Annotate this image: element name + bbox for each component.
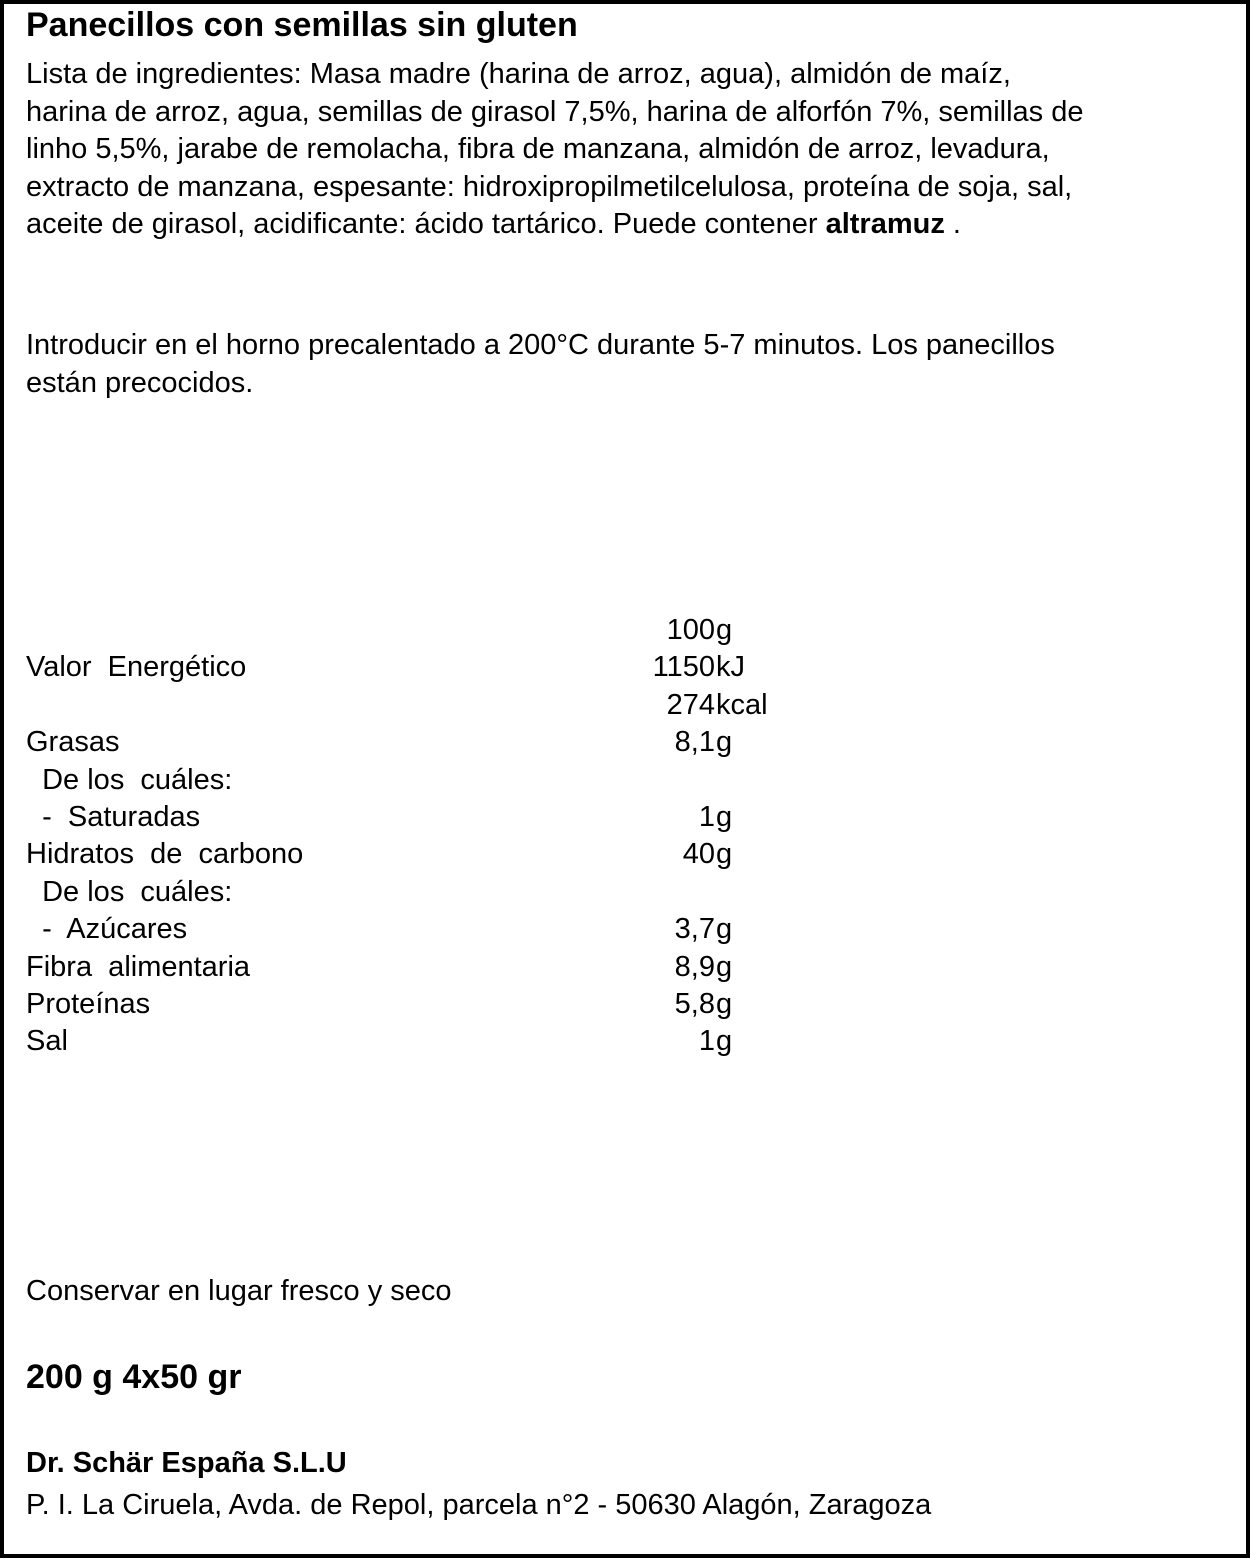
ingredients-line-last	[26, 206, 1226, 244]
instructions-line: Introducir en el horno precalentado a 200°C durante 5-7 minutos. Los panecillos	[26, 329, 1055, 361]
nutrient-value: 100	[666, 614, 715, 646]
nutrition-row	[0, 762, 1250, 799]
nutrition-row	[0, 649, 1250, 686]
nutrient-value: 3,7	[674, 913, 715, 946]
nutrient-label: De los cuáles:	[26, 875, 233, 908]
nutrient-label: Valor Energético	[26, 651, 247, 684]
nutrient-label: Hidratos de carbono	[26, 838, 304, 871]
company-address: P. I. La Ciruela, Avda. de Repol, parcela n°2 - 50630 Alagón, Zaragoza	[26, 1489, 932, 1521]
nutrient-unit: kJ	[716, 651, 745, 684]
nutrition-row	[0, 949, 1250, 986]
nutrient-value: 274	[666, 688, 715, 721]
nutrition-row	[0, 687, 1250, 724]
nutrition-row	[0, 799, 1250, 836]
instructions-line: están precocidos.	[26, 366, 254, 399]
ingredients-end: .	[944, 208, 961, 241]
nutrient-unit: g	[716, 913, 733, 946]
nutrient-label: Sal	[26, 1025, 68, 1058]
nutrition-row	[0, 612, 1250, 649]
nutrient-value: 5,8	[674, 988, 715, 1020]
ingredients-text: aceite de girasol, acidificante: ácido tartárico. Puede contener	[26, 208, 826, 241]
nutrient-value: 8,9	[674, 950, 715, 983]
allergen-text: altramuz	[825, 208, 945, 241]
nutrient-value: 1	[698, 801, 715, 833]
company-name: Dr. Schär España S.L.U	[26, 1447, 347, 1479]
nutrient-unit: g	[716, 988, 733, 1020]
nutrition-row	[0, 911, 1250, 948]
nutrition-row	[0, 724, 1250, 761]
nutrient-unit: g	[716, 614, 733, 646]
nutrient-value: 40	[682, 838, 715, 871]
nutrient-unit: kcal	[716, 688, 768, 721]
nutrient-value: 1	[698, 1025, 715, 1058]
nutrient-label: Grasas	[26, 726, 120, 759]
ingredients-line: harina de arroz, agua, semillas de girasol 7,5%, harina de alforfón 7%, semillas de	[26, 95, 1084, 128]
nutrient-label: Fibra alimentaria	[26, 950, 251, 983]
nutrition-row	[0, 874, 1250, 911]
product-title: Panecillos con semillas sin gluten	[26, 6, 578, 44]
nutrient-label: - Saturadas	[26, 801, 201, 833]
nutrient-unit: g	[716, 726, 733, 759]
storage-instructions: Conservar en lugar fresco y seco	[26, 1275, 452, 1307]
nutrient-value: 1150	[652, 651, 715, 684]
nutrient-label: - Azúcares	[26, 913, 188, 946]
nutrient-unit: g	[716, 838, 733, 871]
nutrient-label: Proteínas	[26, 988, 151, 1020]
ingredients-list	[26, 56, 1226, 244]
nutrient-value: 8,1	[674, 726, 715, 759]
nutrition-row	[0, 986, 1250, 1023]
ingredients-line: Lista de ingredientes: Masa madre (harina de arroz, agua), almidón de maíz,	[26, 58, 1011, 90]
nutrition-row	[0, 1023, 1250, 1060]
ingredients-line: linho 5,5%, jarabe de remolacha, fibra de manzana, almidón de arroz, levadura,	[26, 133, 1050, 166]
net-weight: 200 g 4x50 gr	[26, 1358, 242, 1396]
nutrient-label: De los cuáles:	[26, 763, 233, 796]
nutrition-row	[0, 836, 1250, 873]
ingredients-line: extracto de manzana, espesante: hidroxipropilmetilcelulosa, proteína de soja, sal,	[26, 170, 1073, 203]
nutrient-unit: g	[716, 950, 733, 983]
preparation-instructions	[26, 327, 1226, 402]
nutrient-unit: g	[716, 1025, 733, 1058]
nutrient-unit: g	[716, 801, 733, 833]
